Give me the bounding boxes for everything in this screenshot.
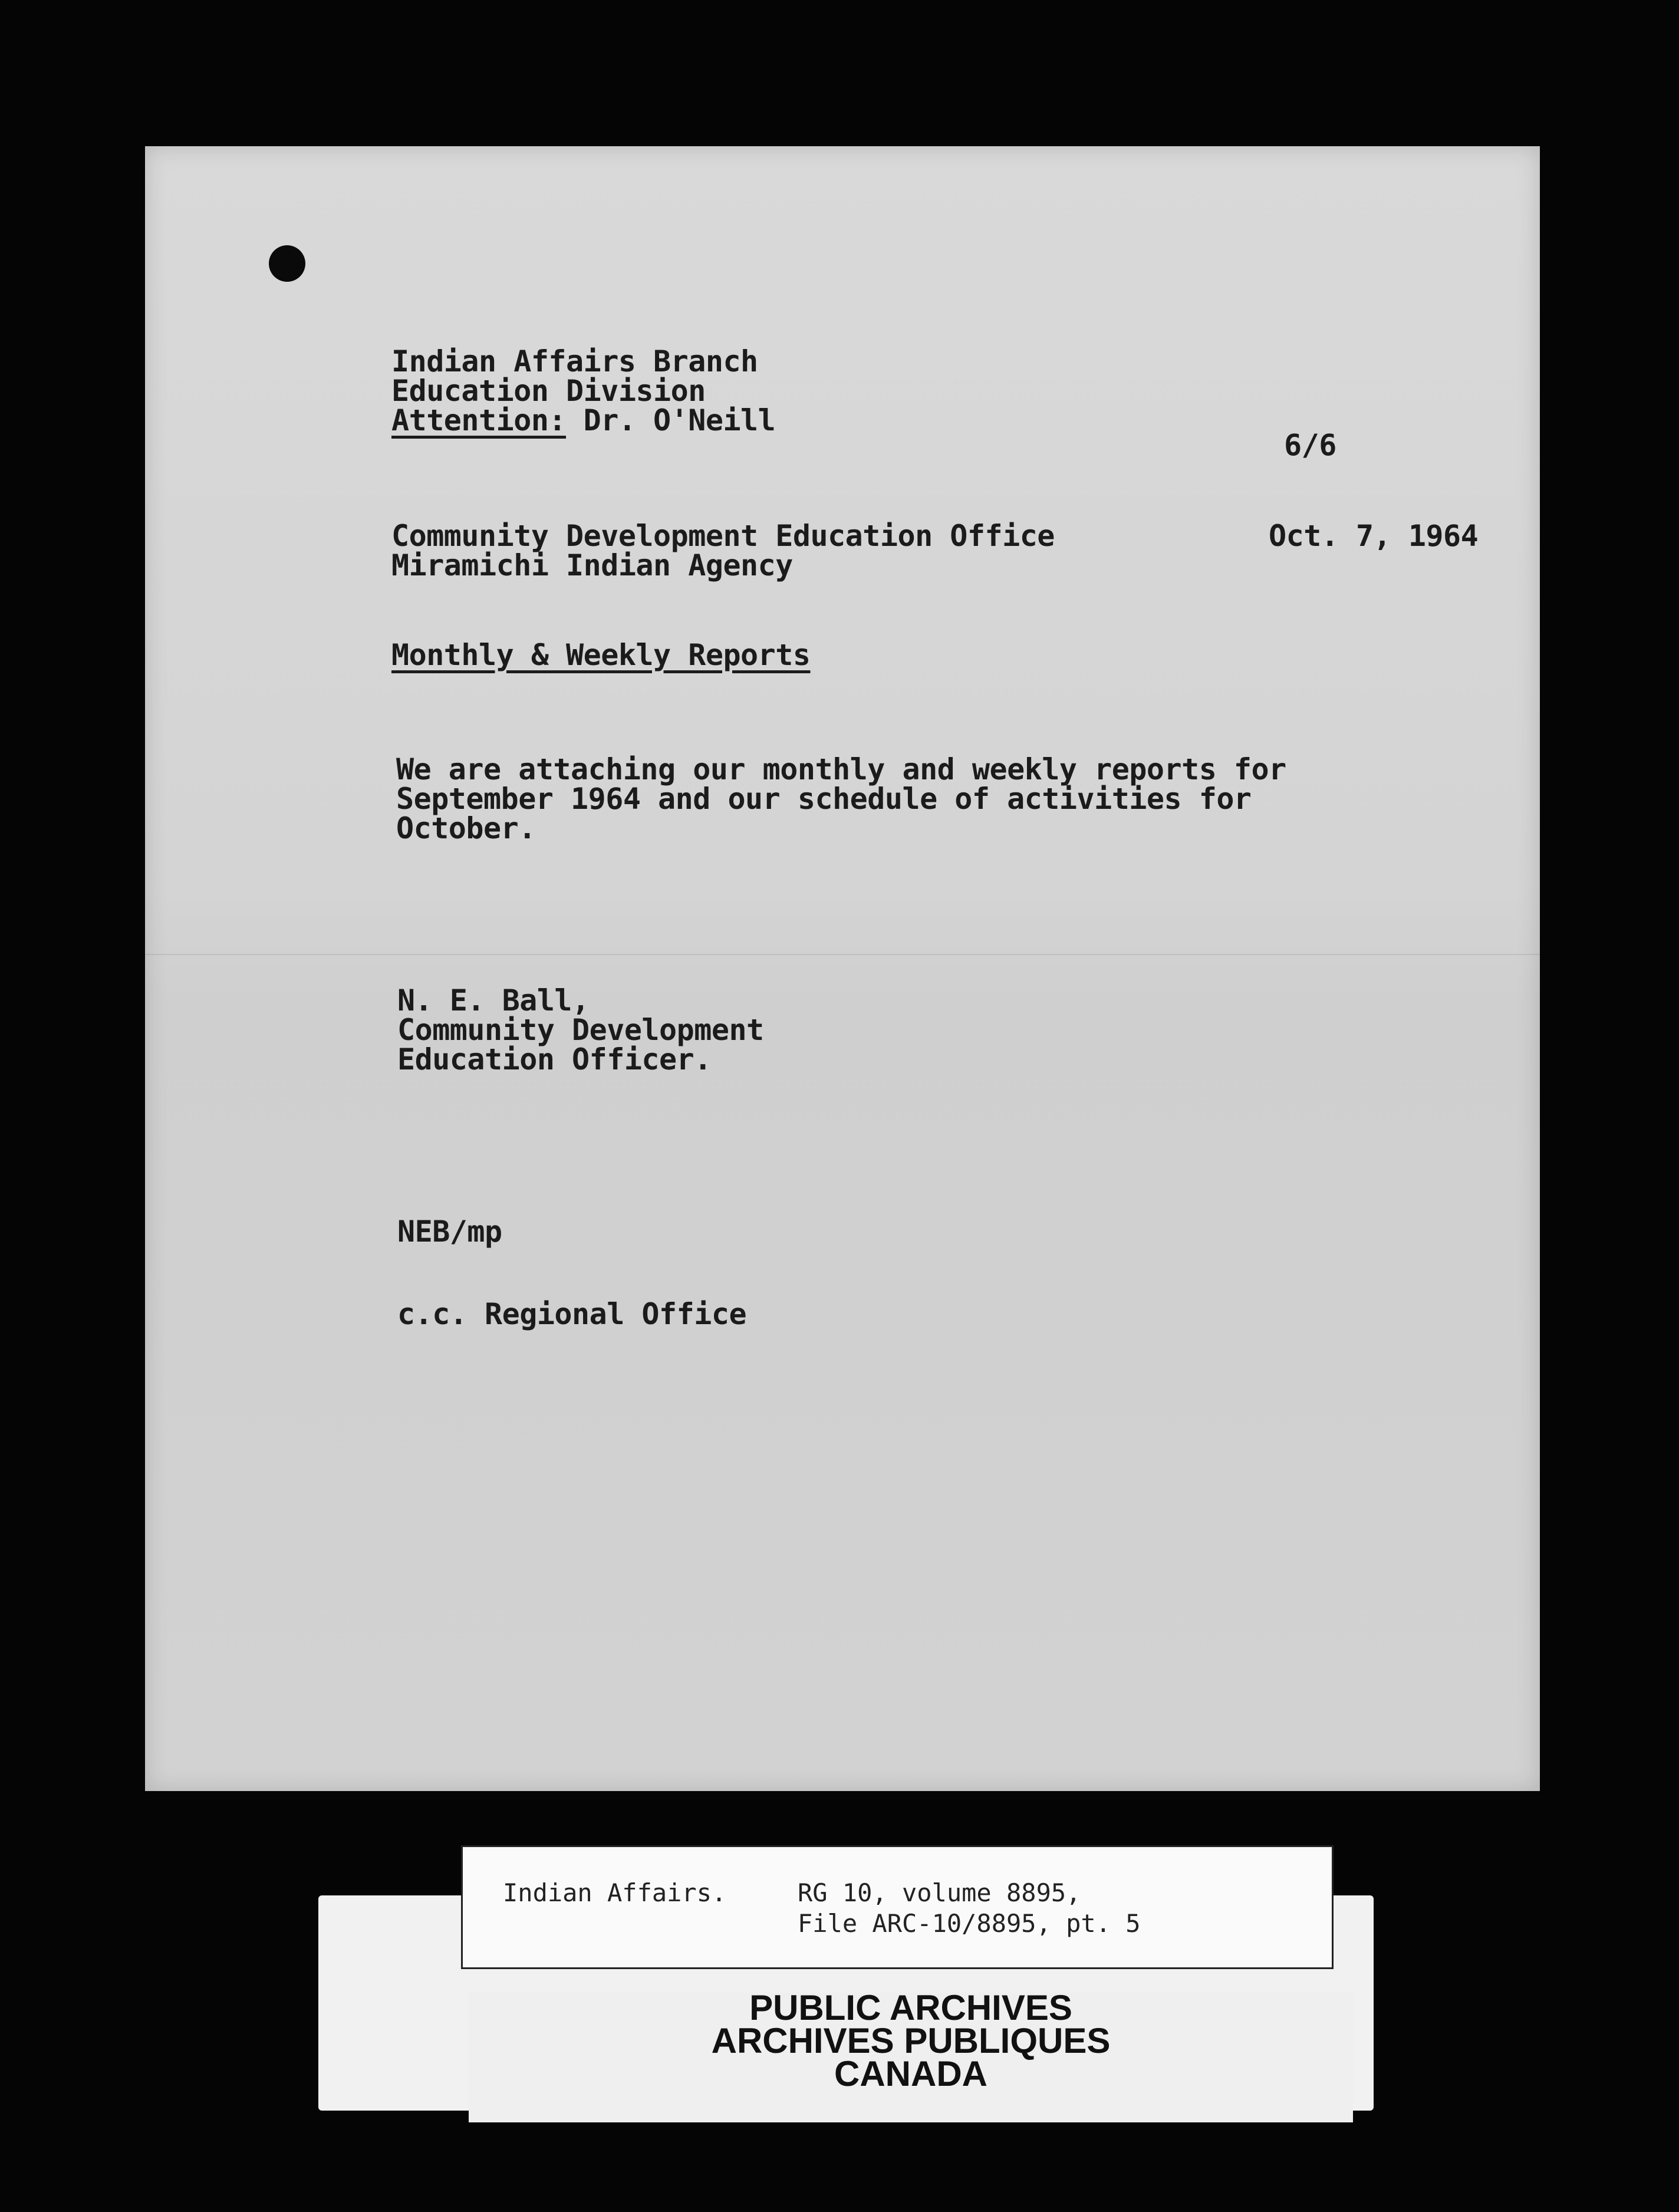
archive-source: Indian Affairs. bbox=[503, 1878, 727, 1907]
reference-initials: NEB/mp bbox=[397, 1214, 502, 1249]
signature-name: N. E. Ball, bbox=[397, 983, 590, 1018]
archive-institution-line-2: ARCHIVES PUBLIQUES bbox=[711, 2021, 1111, 2060]
attention-line bbox=[391, 403, 776, 437]
archive-reference-line-1: RG 10, volume 8895, bbox=[798, 1878, 1081, 1907]
attention-name: Dr. O'Neill bbox=[566, 403, 776, 437]
sender-line-2: Miramichi Indian Agency bbox=[391, 548, 793, 582]
body-line-3: October. bbox=[396, 811, 536, 845]
signature-title-1: Community Development bbox=[397, 1013, 764, 1047]
subject-line: Monthly & Weekly Reports bbox=[391, 638, 811, 672]
letter-page bbox=[145, 146, 1540, 1791]
archive-reference-card bbox=[461, 1845, 1334, 1969]
archive-institution-line-1: PUBLIC ARCHIVES bbox=[749, 1988, 1072, 2027]
recipient-line-2: Education Division bbox=[391, 374, 706, 408]
punch-hole bbox=[269, 245, 305, 282]
letter-date: Oct. 7, 1964 bbox=[1269, 519, 1479, 553]
archive-institution-line-3: CANADA bbox=[834, 2054, 987, 2094]
signature-title-2: Education Officer. bbox=[397, 1042, 712, 1077]
body-line-1: We are attaching our monthly and weekly reports for bbox=[396, 752, 1286, 786]
page-fold-line bbox=[145, 954, 1540, 955]
attention-label: Attention: bbox=[391, 403, 567, 437]
cc-line: c.c. Regional Office bbox=[397, 1297, 747, 1331]
recipient-line-1: Indian Affairs Branch bbox=[391, 344, 758, 378]
sender-line-1: Community Development Education Office bbox=[391, 519, 1055, 553]
archive-reference-line-2: File ARC-10/8895, pt. 5 bbox=[798, 1909, 1141, 1938]
page-number: 6/6 bbox=[1284, 428, 1336, 462]
body-line-2: September 1964 and our schedule of activities for bbox=[396, 782, 1252, 816]
